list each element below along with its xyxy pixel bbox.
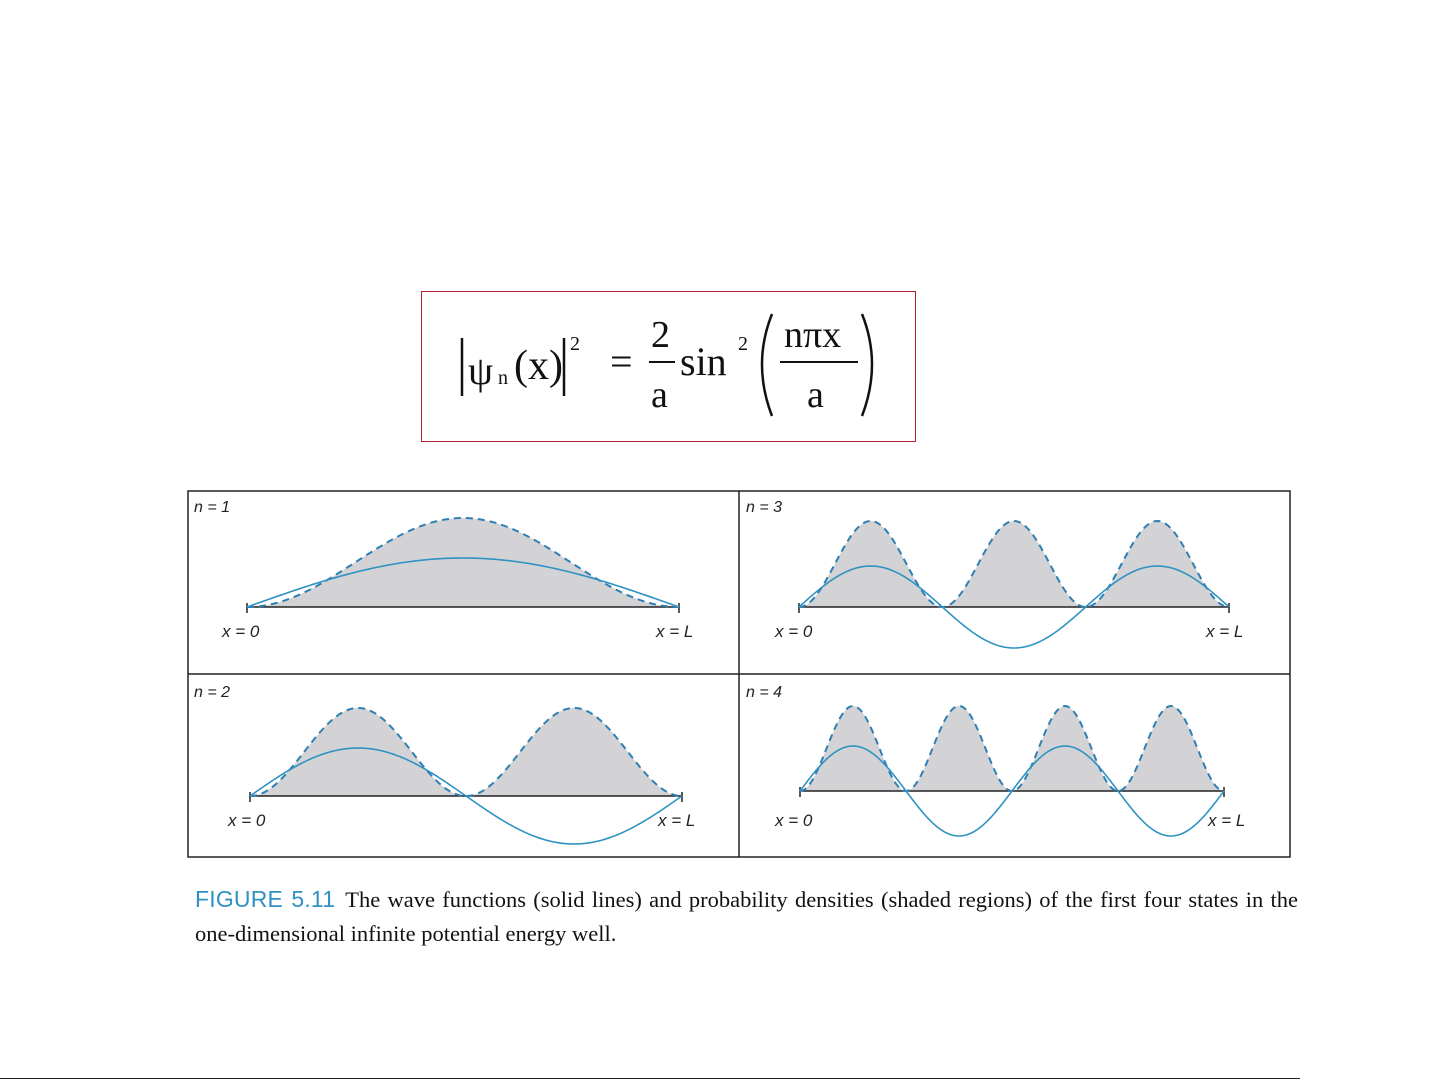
formula-exponent: 2 — [570, 333, 580, 355]
density-fill-n1 — [247, 518, 679, 607]
inner-denominator: a — [807, 374, 824, 416]
x-start-label-n3: x = 0 — [775, 622, 813, 641]
formula-sin: sin — [680, 339, 727, 384]
x-end-label-n1: x = L — [656, 622, 694, 641]
x-start-label-n2: x = 0 — [228, 811, 266, 830]
figure-panels — [194, 499, 1245, 844]
formula-sin-exponent: 2 — [738, 333, 748, 355]
inner-numerator: nπx — [784, 314, 842, 356]
fraction-numerator: 2 — [651, 314, 670, 356]
x-end-label-n4: x = L — [1208, 811, 1246, 830]
formula-argument: (x) — [514, 343, 563, 389]
panel-label-n2: n = 2 — [194, 684, 231, 701]
caption-text: The wave functions (solid lines) and probability densities (shaded regions) of the first four states in the one-dimensional infinite potential energy well. — [195, 887, 1298, 946]
page-bottom-rule — [0, 1078, 1300, 1079]
figure-caption — [195, 882, 1298, 951]
panel-label-n3: n = 3 — [746, 499, 783, 516]
panel-label-n4: n = 4 — [746, 684, 783, 701]
caption-label: FIGURE 5.11 — [195, 886, 336, 912]
x-start-label-n4: x = 0 — [775, 811, 813, 830]
formula-equals: = — [610, 339, 633, 384]
x-end-label-n3: x = L — [1206, 622, 1244, 641]
fraction-denominator: a — [651, 374, 668, 416]
formula-psi: ψ — [468, 348, 494, 393]
x-end-label-n2: x = L — [658, 811, 696, 830]
density-fill-n3 — [799, 521, 1229, 607]
panel-label-n1: n = 1 — [194, 499, 231, 516]
x-start-label-n1: x = 0 — [222, 622, 260, 641]
formula-subscript: n — [498, 367, 508, 389]
density-fill-n2 — [250, 708, 682, 796]
